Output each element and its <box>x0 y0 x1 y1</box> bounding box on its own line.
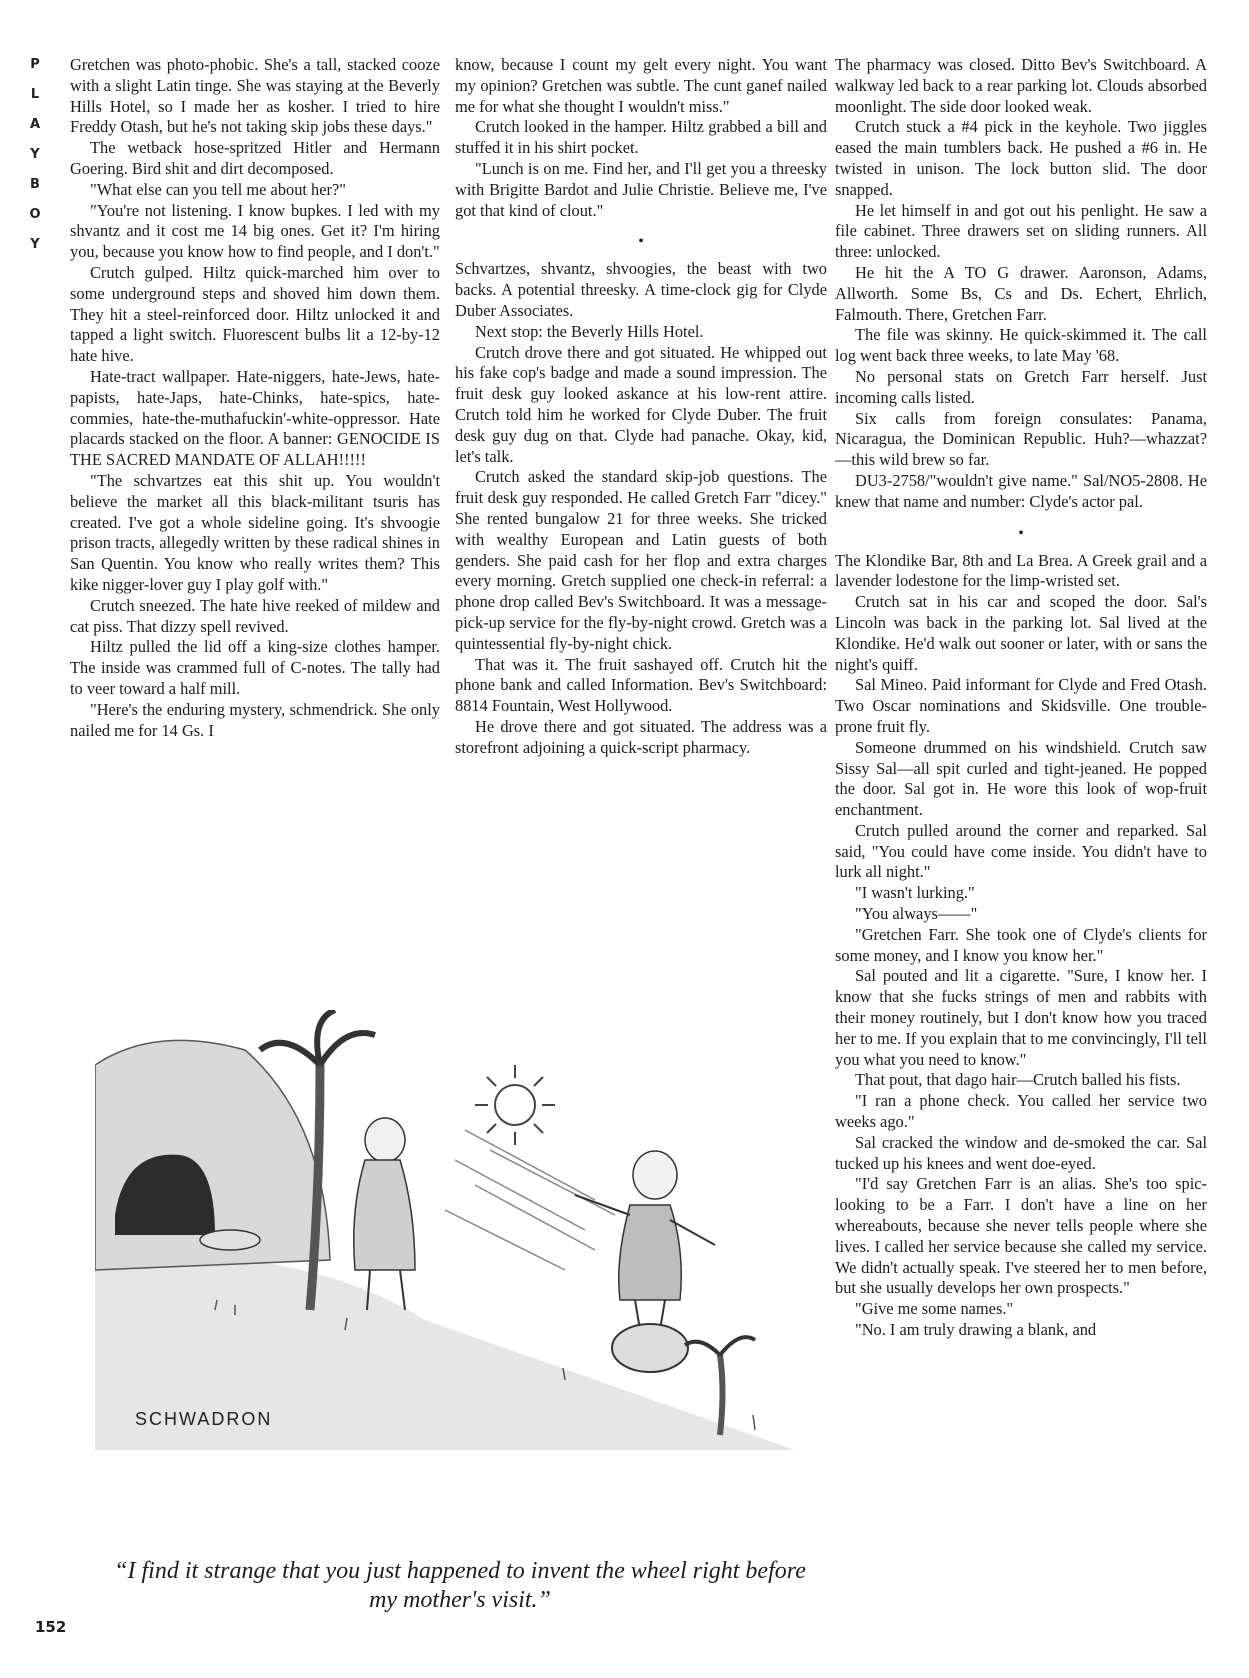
paragraph: He let himself in and got out his penlight. He saw a file cabinet. Three drawers set on sliding runners. All three: unlocked. <box>835 200 1207 262</box>
paragraph: "I'd say Gretchen Farr is an alias. She's too spic-looking to be a Farr. I don't have a line on her whereabouts, because she never tells people where she lives. I called her service because she called my service. We didn't actually speak. I've steered her to men before, but she usually develops her own prospects." <box>835 1174 1207 1298</box>
paragraph: The Klondike Bar, 8th and La Brea. A Greek grail and a lavender lodestone for the limp-wristed set. <box>835 550 1207 591</box>
paragraph: Next stop: the Beverly Hills Hotel. <box>475 321 704 341</box>
paragraph: "I wasn't lurking." <box>855 883 975 903</box>
paragraph: Six calls from foreign consulates: Panama, Nicaragua, the Dominican Republic. Huh?—whazzat?—this wild brew so far. <box>835 408 1207 470</box>
paragraph: The file was skinny. He quick-skimmed it. The call log went back three weeks, to late May '68. <box>835 325 1207 366</box>
paragraph: know, because I count my gelt every night. You want my opinion? Gretchen was subtle. The cunt ganef nailed me for what she thought I wouldn't miss." <box>455 55 827 116</box>
cartoon-illustration <box>95 1010 795 1450</box>
paragraph: Crutch gulped. Hiltz quick-marched him over to some underground steps and shoved him down them. They hit a steel-reinforced door. Hiltz unlocked it and tapped a light switch. Fluorescent bulbs lit a 12-by-12 hate hive. <box>70 262 440 366</box>
paragraph: Hate-tract wallpaper. Hate-niggers, hate-Jews, hate-papists, hate-Japs, hate-Chinks, hate-spics, hate-commies, hate-the-muthafuckin'-white-oppressor. Hate placards stacked on the floor. A banner: GENOCIDE IS THE SACRED MANDATE OF ALLAH!!!!! <box>70 366 440 470</box>
paragraph: Hiltz pulled the lid off a king-size clothes hamper. The inside was crammed full of C-notes. The tally had to veer toward a half mill. <box>70 637 440 698</box>
paragraph: "Give me some names." <box>855 1299 1014 1319</box>
paragraph: Schvartzes, shvantz, shvoogies, the beast with two backs. A potential threesky. A time-clock gig for Clyde Duber Associates. <box>455 259 827 320</box>
section-break-bullet: • <box>1018 524 1024 542</box>
paragraph: Crutch sneezed. The hate hive reeked of mildew and cat piss. That dizzy spell revived. <box>70 595 440 636</box>
paragraph: He hit the A TO G drawer. Aaronson, Adams, Allworth. Some Bs, Cs and Ds. Echert, Ehrlich, Falmouth. There, Gretchen Farr. <box>835 262 1207 324</box>
text-column-3 <box>835 55 1207 1650</box>
paragraph: "Here's the enduring mystery, schmendrick. She only nailed me for 14 Gs. I <box>70 699 440 740</box>
paragraph: "No. I am truly drawing a blank, and <box>855 1320 1097 1340</box>
paragraph: The pharmacy was closed. Ditto Bev's Switchboard. A walkway led back to a rear parking lot. Clouds absorbed moonlight. The side door looked weak. <box>835 55 1207 116</box>
paragraph: Crutch asked the standard skip-job questions. The fruit desk guy responded. He called Gretch Farr "dicey." She rented bungalow 21 for three weeks. She tricked with wealthy European and Latin guests of both genders. She paid cash for her flop and extra charges every morning. Gretch supplied one check-in referral: a phone drop called Bev's Switchboard. It was a message-pick-up service for the fly-by-night crowd. Gretch was a quintessential fly-by-night chick. <box>455 467 827 653</box>
paragraph: That was it. The fruit sashayed off. Crutch hit the phone bank and called Information. Bev's Switchboard: 8814 Fountain, West Hollywood. <box>455 654 827 716</box>
paragraph: No personal stats on Gretch Farr herself. Just incoming calls listed. <box>835 366 1207 407</box>
paragraph: Crutch stuck a #4 pick in the keyhole. Two jiggles eased the main tumblers back. He pushed a #6 in. He twisted in unison. The lock button slid. The door snapped. <box>835 117 1207 199</box>
paragraph: Someone drummed on his windshield. Crutch saw Sissy Sal—all spit curled and tight-jeaned. He popped the door. Sal got in. He wore this look of wop-fruit enchantment. <box>835 737 1207 820</box>
paragraph: Sal Mineo. Paid informant for Clyde and Fred Otash. Two Oscar nominations and Skidsville. One trouble-prone fruit fly. <box>835 675 1207 736</box>
paragraph: Crutch drove there and got situated. He whipped out his fake cop's badge and made a sound impression. The fruit desk guy looked askance at his low-rent attire. Crutch told him he worked for Clyde Duber. The fruit desk guy dug on that. Clyde had panache. Okay, kid, let's talk. <box>455 342 827 466</box>
paragraph: "Lunch is on me. Find her, and I'll get you a threesky with Brigitte Bardot and Julie Christie. Believe me, I've got that kind of clout." <box>455 158 827 220</box>
paragraph: Sal cracked the window and de-smoked the car. Sal tucked up his knees and went doe-eyed. <box>835 1132 1207 1173</box>
paragraph: "You're not listening. I know bupkes. I led with my shvantz and it cost me 14 big ones. Get it? I'm hiring you, because you know how to find people, and I don't." <box>70 200 440 262</box>
paragraph: "Gretchen Farr. She took one of Clyde's clients for some money, and I know you know her." <box>835 924 1207 965</box>
paragraph: The wetback hose-spritzed Hitler and Hermann Goering. Bird shit and dirt decomposed. <box>70 138 440 178</box>
paragraph: Crutch sat in his car and scoped the door. Sal's Lincoln was back in the parking lot. Sal lived at the Klondike. He'd walk out sooner or later, with or sans the night's quiff. <box>835 592 1207 674</box>
magazine-name: PLAYBOY <box>29 57 41 252</box>
paragraph: "The schvartzes eat this shit up. You wouldn't believe the market all this black-militant tsuris has created. I've got a whole sideline going. It's shvoogie prison tracts, allegedly written by these radical shines in San Quentin. You know who really writes them? This kike nigger-lover guy I play golf with." <box>70 470 440 594</box>
text-column-1 <box>70 55 440 970</box>
paragraph: Gretchen was photo-phobic. She's a tall, stacked cooze with a slight Latin tinge. She was staying at the Beverly Hills Hotel, so I made her as kosher. I tried to hire Freddy Otash, but he's not taking skip jobs these days." <box>70 55 440 137</box>
section-break-bullet: • <box>638 233 644 251</box>
paragraph: "What else can you tell me about her?" <box>90 179 346 199</box>
paragraph: Crutch looked in the hamper. Hiltz grabbed a bill and stuffed it in his shirt pocket. <box>455 117 827 158</box>
paragraph: He drove there and got situated. The address was a storefront adjoining a quick-script pharmacy. <box>455 716 827 757</box>
cartoonist-signature: SCHWADRON <box>135 1409 273 1429</box>
cartoon-caption: “I find it strange that you just happened to invent the wheel right before my mother's visit.” <box>114 1558 806 1613</box>
paragraph: That pout, that dago hair—Crutch balled his fists. <box>855 1070 1181 1090</box>
paragraph: DU3-2758/"wouldn't give name." Sal/NO5-2808. He knew that name and number: Clyde's actor pal. <box>835 470 1207 511</box>
text-column-2 <box>455 55 827 970</box>
paragraph: "You always——" <box>855 904 978 924</box>
paragraph: Sal pouted and lit a cigarette. "Sure, I know her. I know that she fucks strings of men and rabbits with their money routinely, but I don't know how you traced her to me. If you explain that to me convincingly, I'll tell you what you need to know." <box>835 966 1207 1069</box>
paragraph: Crutch pulled around the corner and reparked. Sal said, "You could have come inside. You didn't have to lurk all night." <box>835 820 1207 882</box>
paragraph: "I ran a phone check. You called her service two weeks ago." <box>835 1091 1207 1132</box>
page-number: 152 <box>35 1618 67 1636</box>
